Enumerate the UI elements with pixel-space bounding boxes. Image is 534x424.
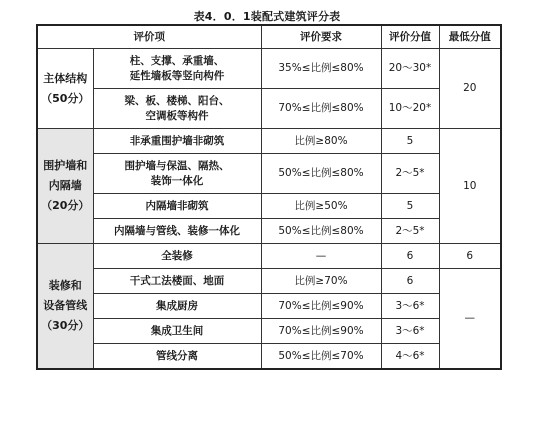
table-row <box>37 244 501 269</box>
item-cell <box>93 89 261 129</box>
table-row <box>37 129 501 154</box>
category-points: （30分） <box>41 319 90 332</box>
item-cell <box>93 49 261 89</box>
table-row <box>37 154 501 194</box>
requirement-cell: 70%≤比例≤90% <box>261 319 381 344</box>
item-text: 柱、支撑、承重墙、 <box>129 54 225 67</box>
category-main-structure <box>37 49 93 129</box>
requirement-cell: 70%≤比例≤90% <box>261 294 381 319</box>
score-cell: 6 <box>381 244 439 269</box>
category-points: （50分） <box>41 91 90 105</box>
category-label: 内隔墙 <box>48 179 82 192</box>
item-cell: 集成厨房 <box>93 294 261 319</box>
min-score-cell: 6 <box>439 244 501 269</box>
requirement-cell: 比例≥70% <box>261 269 381 294</box>
score-cell: 5 <box>381 194 439 219</box>
score-cell: 6 <box>381 269 439 294</box>
requirement-cell: 50%≤比例≤80% <box>261 219 381 244</box>
header-requirement: 评价要求 <box>261 25 381 49</box>
requirement-cell: 35%≤比例≤80% <box>261 49 381 89</box>
scoring-table <box>36 24 502 370</box>
table-row <box>37 319 501 344</box>
category-points: （20分） <box>41 199 90 212</box>
item-cell: 内隔墙与管线、装修一体化 <box>93 219 261 244</box>
item-cell <box>93 154 261 194</box>
min-score-cell: — <box>439 269 501 370</box>
requirement-cell: 70%≤比例≤80% <box>261 89 381 129</box>
table-row <box>37 89 501 129</box>
item-text: 装饰一体化 <box>150 174 204 187</box>
table-row <box>37 269 501 294</box>
table-row <box>37 219 501 244</box>
item-text: 延性墙板等竖向构件 <box>129 69 225 82</box>
requirement-cell: 50%≤比例≤80% <box>261 154 381 194</box>
header-score: 评价分值 <box>381 25 439 49</box>
score-cell: 3～6* <box>381 294 439 319</box>
table-row <box>37 194 501 219</box>
item-text: 空调板等构件 <box>145 109 209 122</box>
score-cell: 4～6* <box>381 344 439 370</box>
item-text: 梁、板、楼梯、阳台、 <box>124 94 230 107</box>
table-header-row <box>37 25 501 49</box>
category-label: 装修和 <box>48 279 82 292</box>
score-cell: 5 <box>381 129 439 154</box>
score-cell: 2～5* <box>381 154 439 194</box>
table-title: 表4．0．1装配式建筑评分表 <box>193 10 341 23</box>
requirement-cell: 50%≤比例≤70% <box>261 344 381 370</box>
requirement-cell: 比例≥80% <box>261 129 381 154</box>
item-text: 围护墙与保温、隔热、 <box>124 159 230 172</box>
table-row <box>37 344 501 370</box>
category-label: 设备管线 <box>43 299 88 312</box>
score-cell: 20～30* <box>381 49 439 89</box>
min-score-cell: 10 <box>439 129 501 244</box>
item-cell: 集成卫生间 <box>93 319 261 344</box>
requirement-cell: 比例≥50% <box>261 194 381 219</box>
min-score-cell: 20 <box>439 49 501 129</box>
requirement-cell: — <box>261 244 381 269</box>
table-row <box>37 294 501 319</box>
item-cell: 干式工法楼面、地面 <box>93 269 261 294</box>
item-cell: 内隔墙非砌筑 <box>93 194 261 219</box>
category-label: 主体结构 <box>43 71 88 85</box>
score-cell: 3～6* <box>381 319 439 344</box>
score-cell: 2～5* <box>381 219 439 244</box>
category-label: 围护墙和 <box>43 159 88 172</box>
category-finishing <box>37 244 93 370</box>
item-cell: 全装修 <box>93 244 261 269</box>
header-min-score: 最低分值 <box>439 25 501 49</box>
category-walls <box>37 129 93 244</box>
table-row <box>37 49 501 89</box>
item-cell: 管线分离 <box>93 344 261 370</box>
item-cell: 非承重围护墙非砌筑 <box>93 129 261 154</box>
header-item: 评价项 <box>37 25 261 49</box>
score-cell: 10～20* <box>381 89 439 129</box>
